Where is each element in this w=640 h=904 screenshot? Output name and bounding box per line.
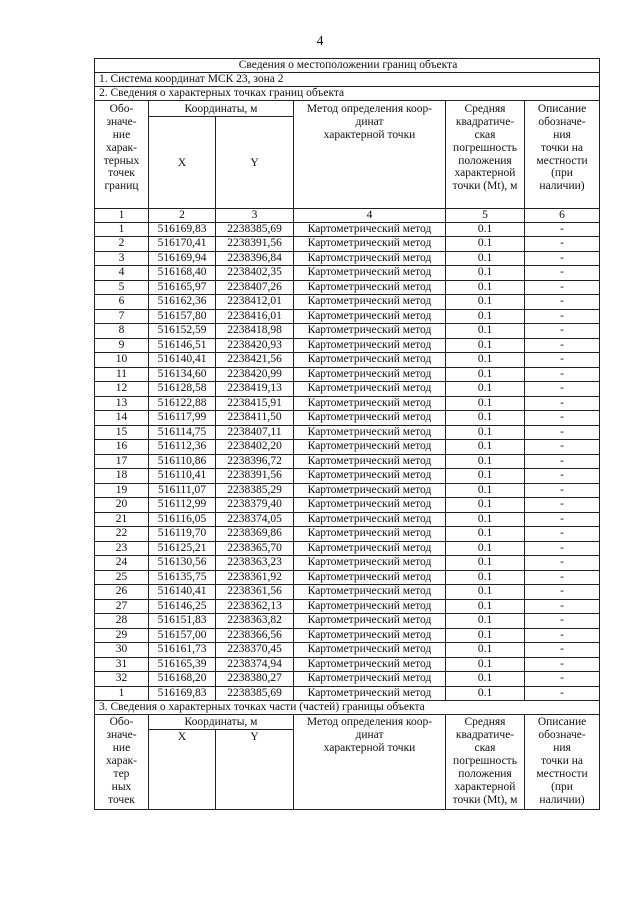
cell-mean-error: 0.1: [446, 686, 525, 701]
cell-description: -: [525, 382, 600, 397]
table-row: [95, 657, 600, 672]
cell-description: -: [525, 498, 600, 513]
cell-description: -: [525, 353, 600, 368]
cell-mean-error: 0.1: [446, 222, 525, 237]
table-row: [95, 541, 600, 556]
cell-mean-error: 0.1: [446, 454, 525, 469]
cell-method: Картометрический метод: [294, 396, 446, 411]
cell-method: Картометрический метод: [294, 280, 446, 295]
cell-coord-y: 2238407,11: [216, 425, 294, 440]
table-row: [95, 599, 600, 614]
cell-method: Картометрический метод: [294, 570, 446, 585]
cell-coord-x: 516111,07: [149, 483, 216, 498]
cell-mean-error: 0.1: [446, 367, 525, 382]
cell-method: Картометрический метод: [294, 483, 446, 498]
cell-point-id: 4: [95, 266, 149, 281]
header2-error: Средняя квадратиче- ская погрешность положения характерной точки (Mt), м: [446, 715, 525, 810]
cell-coord-x: 516168,20: [149, 672, 216, 687]
table-row: [95, 454, 600, 469]
cell-coord-y: 2238374,05: [216, 512, 294, 527]
cell-method: Картометрический метод: [294, 382, 446, 397]
cell-point-id: 16: [95, 440, 149, 455]
cell-method: Картометрический метод: [294, 367, 446, 382]
cell-point-id: 8: [95, 324, 149, 339]
table-row: [95, 266, 600, 281]
cell-description: -: [525, 628, 600, 643]
cell-coord-y: 2238385,69: [216, 222, 294, 237]
cell-point-id: 12: [95, 382, 149, 397]
cell-coord-y: 2238421,56: [216, 353, 294, 368]
cell-method: Картометрический метод: [294, 585, 446, 600]
cell-description: -: [525, 469, 600, 484]
cell-coord-x: 516134,60: [149, 367, 216, 382]
cell-coord-y: 2238361,56: [216, 585, 294, 600]
column-number: 3: [216, 208, 294, 222]
cell-point-id: 7: [95, 309, 149, 324]
table-row: [95, 367, 600, 382]
cell-description: -: [525, 266, 600, 281]
cell-mean-error: 0.1: [446, 614, 525, 629]
cell-mean-error: 0.1: [446, 353, 525, 368]
cell-description: -: [525, 527, 600, 542]
table-row: [95, 512, 600, 527]
cell-coord-x: 516162,36: [149, 295, 216, 310]
cell-point-id: 18: [95, 469, 149, 484]
cell-coord-x: 516128,58: [149, 382, 216, 397]
cell-coord-y: 2238402,35: [216, 266, 294, 281]
table-row: [95, 628, 600, 643]
cell-coord-y: 2238369,86: [216, 527, 294, 542]
cell-mean-error: 0.1: [446, 585, 525, 600]
cell-point-id: 13: [95, 396, 149, 411]
cell-mean-error: 0.1: [446, 512, 525, 527]
cell-description: -: [525, 614, 600, 629]
cell-coord-x: 516146,51: [149, 338, 216, 353]
table-row: [95, 498, 600, 513]
header2-point-designation: Обо- значе- ние харак- тер ных точек: [95, 715, 149, 810]
table-row: [95, 556, 600, 571]
cell-method: Картометрический метод: [294, 556, 446, 571]
cell-coord-x: 516116,05: [149, 512, 216, 527]
header-description: Описание обозначе- ния точки на местности (при наличии): [525, 101, 600, 209]
cell-method: Картометрический метод: [294, 614, 446, 629]
cell-mean-error: 0.1: [446, 382, 525, 397]
cell-mean-error: 0.1: [446, 396, 525, 411]
cell-point-id: 17: [95, 454, 149, 469]
cell-point-id: 1: [95, 686, 149, 701]
cell-mean-error: 0.1: [446, 425, 525, 440]
cell-coord-x: 516151,83: [149, 614, 216, 629]
cell-method: Картометрический метод: [294, 643, 446, 658]
cell-point-id: 23: [95, 541, 149, 556]
table-row: [95, 672, 600, 687]
header-coordinates: Координаты, м: [149, 101, 294, 117]
cell-mean-error: 0.1: [446, 527, 525, 542]
cell-coord-y: 2238361,92: [216, 570, 294, 585]
cell-mean-error: 0.1: [446, 541, 525, 556]
header2-coordinates: Координаты, м: [149, 715, 294, 730]
cell-coord-y: 2238391,56: [216, 237, 294, 252]
cell-point-id: 25: [95, 570, 149, 585]
cell-coord-x: 516110,86: [149, 454, 216, 469]
cell-mean-error: 0.1: [446, 556, 525, 571]
header-x: X: [149, 116, 216, 208]
cell-description: -: [525, 295, 600, 310]
cell-point-id: 28: [95, 614, 149, 629]
cell-mean-error: 0.1: [446, 628, 525, 643]
cell-mean-error: 0.1: [446, 657, 525, 672]
section-3-title: 3. Сведения о характерных точках части (частей) границы объекта: [95, 701, 600, 715]
cell-coord-x: 516122,88: [149, 396, 216, 411]
cell-method: Картометрический метод: [294, 324, 446, 339]
cell-method: Картометрический метод: [294, 266, 446, 281]
cell-coord-y: 2238411,50: [216, 411, 294, 426]
cell-method: Картометрический метод: [294, 338, 446, 353]
cell-method: Картометрический метод: [294, 440, 446, 455]
table-row: [95, 309, 600, 324]
column-number: 6: [525, 208, 600, 222]
cell-mean-error: 0.1: [446, 237, 525, 252]
cell-description: -: [525, 556, 600, 571]
cell-mean-error: 0.1: [446, 672, 525, 687]
cell-description: -: [525, 237, 600, 252]
cell-method: Картометрический метод: [294, 672, 446, 687]
cell-point-id: 14: [95, 411, 149, 426]
cell-coord-y: 2238379,40: [216, 498, 294, 513]
cell-point-id: 3: [95, 251, 149, 266]
cell-coord-x: 516114,75: [149, 425, 216, 440]
cell-description: -: [525, 585, 600, 600]
column-numbers-row: [95, 208, 600, 222]
table-row: [95, 396, 600, 411]
cell-description: -: [525, 251, 600, 266]
cell-description: -: [525, 324, 600, 339]
cell-point-id: 22: [95, 527, 149, 542]
cell-description: -: [525, 672, 600, 687]
table-row: [95, 469, 600, 484]
header-method: Метод определения коор- динат характерной точки: [294, 101, 446, 209]
cell-point-id: 21: [95, 512, 149, 527]
cell-point-id: 15: [95, 425, 149, 440]
table-row: [95, 280, 600, 295]
cell-mean-error: 0.1: [446, 295, 525, 310]
cell-coord-x: 516168,40: [149, 266, 216, 281]
cell-coord-x: 516119,70: [149, 527, 216, 542]
column-number: 2: [149, 208, 216, 222]
cell-mean-error: 0.1: [446, 570, 525, 585]
cell-coord-y: 2238396,72: [216, 454, 294, 469]
cell-coord-x: 516169,94: [149, 251, 216, 266]
cell-mean-error: 0.1: [446, 266, 525, 281]
cell-coord-y: 2238363,82: [216, 614, 294, 629]
cell-method: Картометрический метод: [294, 657, 446, 672]
header-y: Y: [216, 116, 294, 208]
cell-method: Картометрический метод: [294, 309, 446, 324]
table-row: [95, 570, 600, 585]
cell-coord-x: 516165,39: [149, 657, 216, 672]
column-number: 5: [446, 208, 525, 222]
table-row: [95, 324, 600, 339]
cell-method: Картометрический метод: [294, 541, 446, 556]
cell-coord-y: 2238420,99: [216, 367, 294, 382]
table-row: [95, 237, 600, 252]
cell-description: -: [525, 570, 600, 585]
cell-coord-x: 516169,83: [149, 686, 216, 701]
cell-coord-y: 2238416,01: [216, 309, 294, 324]
cell-point-id: 32: [95, 672, 149, 687]
cell-mean-error: 0.1: [446, 599, 525, 614]
cell-description: -: [525, 541, 600, 556]
cell-method: Картометрический метод: [294, 498, 446, 513]
header-error: Средняя квадратиче- ская погрешность положения характерной точки (Mt), м: [446, 101, 525, 209]
column-number: 1: [95, 208, 149, 222]
cell-description: -: [525, 396, 600, 411]
cell-description: -: [525, 367, 600, 382]
cell-description: -: [525, 309, 600, 324]
cell-coord-x: 516170,41: [149, 237, 216, 252]
cell-coord-x: 516157,00: [149, 628, 216, 643]
table-row: [95, 440, 600, 455]
cell-mean-error: 0.1: [446, 338, 525, 353]
cell-description: -: [525, 425, 600, 440]
cell-point-id: 20: [95, 498, 149, 513]
table-title: Сведения о местоположении границ объекта: [95, 59, 600, 73]
cell-mean-error: 0.1: [446, 411, 525, 426]
cell-mean-error: 0.1: [446, 251, 525, 266]
cell-point-id: 19: [95, 483, 149, 498]
cell-mean-error: 0.1: [446, 469, 525, 484]
cell-coord-x: 516169,83: [149, 222, 216, 237]
cell-mean-error: 0.1: [446, 643, 525, 658]
cell-method: Картометрический метод: [294, 454, 446, 469]
cell-coord-x: 516135,75: [149, 570, 216, 585]
cell-coord-x: 516117,99: [149, 411, 216, 426]
boundary-table: [94, 58, 600, 810]
cell-point-id: 2: [95, 237, 149, 252]
cell-coord-x: 516130,56: [149, 556, 216, 571]
cell-coord-y: 2238374,94: [216, 657, 294, 672]
cell-point-id: 30: [95, 643, 149, 658]
cell-method: Картометрический метод: [294, 628, 446, 643]
column-number: 4: [294, 208, 446, 222]
cell-coord-x: 516140,41: [149, 353, 216, 368]
cell-point-id: 1: [95, 222, 149, 237]
cell-mean-error: 0.1: [446, 498, 525, 513]
cell-mean-error: 0.1: [446, 483, 525, 498]
header2-x: X: [149, 730, 216, 810]
cell-coord-x: 516112,36: [149, 440, 216, 455]
cell-description: -: [525, 411, 600, 426]
cell-mean-error: 0.1: [446, 440, 525, 455]
cell-description: -: [525, 599, 600, 614]
cell-description: -: [525, 280, 600, 295]
cell-coord-x: 516165,97: [149, 280, 216, 295]
cell-coord-x: 516157,80: [149, 309, 216, 324]
coordinate-system: 1. Система координат МСК 23, зона 2: [95, 73, 600, 87]
table-row: [95, 295, 600, 310]
table-row: [95, 585, 600, 600]
table-row: [95, 686, 600, 701]
cell-description: -: [525, 454, 600, 469]
table-row: [95, 251, 600, 266]
cell-description: -: [525, 483, 600, 498]
cell-coord-x: 516152,59: [149, 324, 216, 339]
cell-point-id: 6: [95, 295, 149, 310]
table-row: [95, 527, 600, 542]
cell-method: Картометрический метод: [294, 686, 446, 701]
table-row: [95, 353, 600, 368]
table-row: [95, 483, 600, 498]
cell-point-id: 31: [95, 657, 149, 672]
cell-point-id: 5: [95, 280, 149, 295]
cell-description: -: [525, 643, 600, 658]
cell-method: Картометрический метод: [294, 222, 446, 237]
cell-coord-y: 2238370,45: [216, 643, 294, 658]
cell-method: Картометрический метод: [294, 469, 446, 484]
table-row: [95, 382, 600, 397]
cell-mean-error: 0.1: [446, 309, 525, 324]
cell-method: Картометрический метод: [294, 295, 446, 310]
page-number: 4: [316, 34, 324, 49]
section-2-title: 2. Сведения о характерных точках границ объекта: [95, 87, 600, 101]
cell-coord-y: 2238385,69: [216, 686, 294, 701]
cell-coord-y: 2238385,29: [216, 483, 294, 498]
cell-coord-y: 2238380,27: [216, 672, 294, 687]
cell-description: -: [525, 440, 600, 455]
cell-coord-y: 2238362,13: [216, 599, 294, 614]
table-row: [95, 411, 600, 426]
cell-description: -: [525, 338, 600, 353]
cell-coord-y: 2238407,26: [216, 280, 294, 295]
cell-coord-y: 2238418,98: [216, 324, 294, 339]
cell-coord-x: 516161,73: [149, 643, 216, 658]
cell-point-id: 24: [95, 556, 149, 571]
cell-description: -: [525, 222, 600, 237]
cell-coord-y: 2238415,91: [216, 396, 294, 411]
cell-coord-y: 2238366,56: [216, 628, 294, 643]
table-row: [95, 338, 600, 353]
cell-coord-y: 2238402,20: [216, 440, 294, 455]
cell-coord-y: 2238420,93: [216, 338, 294, 353]
cell-description: -: [525, 657, 600, 672]
cell-method: Картометрический метод: [294, 512, 446, 527]
cell-coord-y: 2238419,13: [216, 382, 294, 397]
cell-point-id: 29: [95, 628, 149, 643]
cell-coord-y: 2238391,56: [216, 469, 294, 484]
header-point-designation: Обо- значе- ние харак- терных точек границ: [95, 101, 149, 209]
cell-mean-error: 0.1: [446, 324, 525, 339]
cell-method: Картометрический метод: [294, 411, 446, 426]
header2-description: Описание обозначе- ния точки на местности (при наличии): [525, 715, 600, 810]
cell-point-id: 10: [95, 353, 149, 368]
cell-coord-x: 516146,25: [149, 599, 216, 614]
cell-method: Картометрический метод: [294, 237, 446, 252]
header2-y: Y: [216, 730, 294, 810]
table-row: [95, 222, 600, 237]
cell-description: -: [525, 686, 600, 701]
cell-description: -: [525, 512, 600, 527]
table-row: [95, 425, 600, 440]
cell-coord-x: 516140,41: [149, 585, 216, 600]
cell-method: Картометрический метод: [294, 353, 446, 368]
cell-point-id: 9: [95, 338, 149, 353]
cell-coord-y: 2238365,70: [216, 541, 294, 556]
cell-coord-y: 2238363,23: [216, 556, 294, 571]
cell-mean-error: 0.1: [446, 280, 525, 295]
header2-method: Метод определения коор- динат характерной точки: [294, 715, 446, 810]
cell-point-id: 27: [95, 599, 149, 614]
cell-method: Картометрический метод: [294, 425, 446, 440]
cell-point-id: 11: [95, 367, 149, 382]
cell-coord-x: 516110,41: [149, 469, 216, 484]
cell-coord-y: 2238396,84: [216, 251, 294, 266]
cell-coord-y: 2238412,01: [216, 295, 294, 310]
table-row: [95, 643, 600, 658]
cell-method: Картомстрический метод: [294, 251, 446, 266]
table-row: [95, 614, 600, 629]
cell-coord-x: 516125,21: [149, 541, 216, 556]
cell-method: Картометрический метод: [294, 527, 446, 542]
cell-coord-x: 516112,99: [149, 498, 216, 513]
cell-point-id: 26: [95, 585, 149, 600]
cell-method: Картометрический метод: [294, 599, 446, 614]
